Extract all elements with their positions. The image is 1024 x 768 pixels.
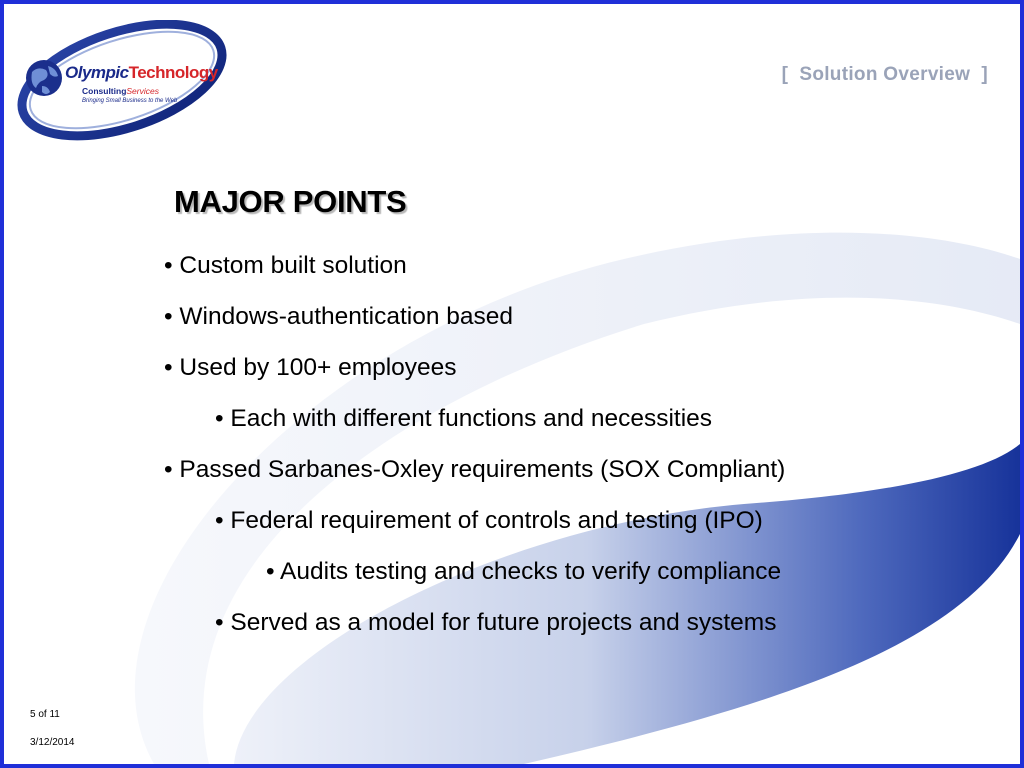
- company-logo: [12, 20, 247, 144]
- logo-subtitle: [82, 86, 159, 96]
- logo-sub-main: Consulting: [82, 86, 127, 96]
- slide-date: 3/12/2014: [30, 737, 75, 748]
- section-label: [ Solution Overview ]: [781, 64, 988, 85]
- bullet-list: [164, 248, 785, 656]
- bullet-item: • Served as a model for future projects and systems: [164, 605, 785, 656]
- bullet-item: • Used by 100+ employees: [164, 350, 785, 401]
- bullet-item: • Passed Sarbanes-Oxley requirements (SOX Compliant): [164, 452, 785, 503]
- logo-brand-main: Technology: [128, 63, 218, 82]
- slide-title: MAJOR POINTS: [174, 184, 407, 219]
- bullet-item: • Custom built solution: [164, 248, 785, 299]
- bullet-item: • Windows-authentication based: [164, 299, 785, 350]
- page-number: 5 of 11: [30, 709, 60, 720]
- logo-sub-accent: Services: [126, 86, 159, 96]
- logo-brand: [65, 63, 218, 83]
- bullet-item: • Audits testing and checks to verify compliance: [164, 554, 785, 605]
- logo-tagline: Bringing Small Business to the Web: [82, 98, 178, 104]
- bullet-item: • Each with different functions and necessities: [164, 401, 785, 452]
- bullet-item: • Federal requirement of controls and testing (IPO): [164, 503, 785, 554]
- logo-brand-prefix: Olympic: [65, 63, 129, 82]
